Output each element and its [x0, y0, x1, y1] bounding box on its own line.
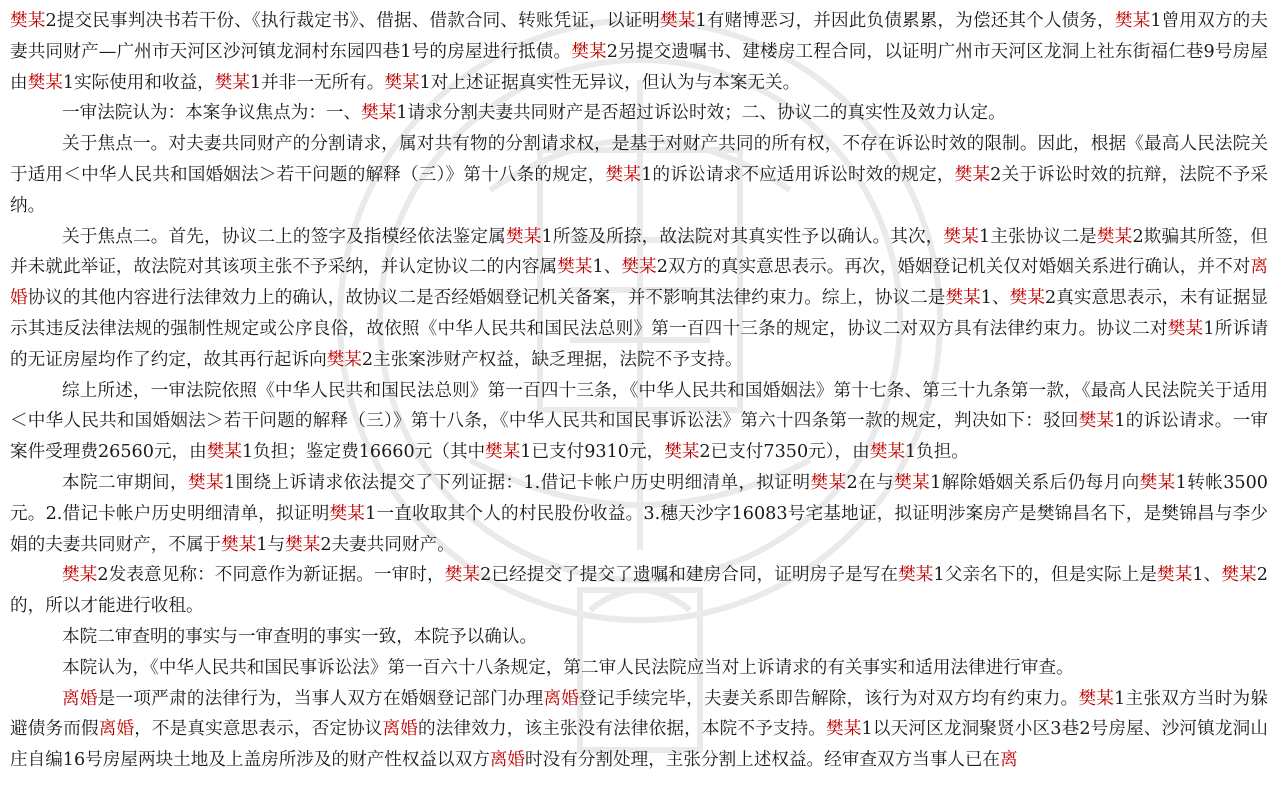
highlighted-term: 樊某	[221, 534, 257, 555]
text-segment: 1已支付9310元，	[520, 442, 665, 463]
text-segment: 1父亲名下的，但是实际上是	[933, 565, 1158, 586]
highlighted-term: 离婚	[98, 719, 135, 740]
document-paragraph	[10, 653, 1268, 684]
text-segment: 2已支付7350元），由	[699, 442, 870, 463]
highlighted-term: 樊某	[557, 257, 593, 278]
document-paragraph	[10, 129, 1268, 221]
text-segment: 1曾用双方的夫妻共同财产—广州市天河区沙河镇龙洞村东园四巷1号的房屋进行抵债。	[10, 11, 1268, 62]
document-paragraph	[10, 560, 1268, 622]
highlighted-term: 离婚	[10, 257, 1268, 309]
highlighted-term: 樊某	[206, 442, 242, 463]
document-paragraph	[10, 468, 1268, 560]
highlighted-term: 樊某	[945, 288, 981, 309]
text-segment: 2在与	[846, 472, 895, 493]
text-segment: 2欺骗其所签，但并未就此举证，故法院对其该项主张不予采纳，并认定协议二的内容属	[10, 226, 1268, 278]
text-segment: 1主张协议二是	[979, 226, 1097, 247]
highlighted-term: 樊某	[954, 164, 991, 185]
document-paragraph	[10, 622, 1268, 653]
text-segment: 2提交民事判决书若干份、《执行裁定书》、借据、借款合同、转账凭证，以证明	[45, 11, 661, 31]
text-segment: 协议的其他内容进行法律效力上的确认，故协议二是否经婚姻登记机关备案，并不影响其法律约束力。综上，协议二是	[27, 288, 946, 309]
highlighted-term: 樊某	[1167, 318, 1204, 339]
highlighted-term: 樊某	[1078, 688, 1115, 709]
text-segment: 1与	[256, 534, 286, 555]
highlighted-term: 樊某	[1096, 226, 1133, 247]
text-segment: 一审法院认为：本案争议焦点为：一、	[62, 103, 362, 124]
text-segment: 的法律效力，该主张没有法律依据，本院不予支持。	[418, 719, 827, 740]
text-segment: 1所诉请的无证房屋均作了约定，故其再行起诉向	[10, 318, 1268, 370]
text-segment: 1一直收取其个人的村民股份收益。3.穗天沙字16083号宅基地证，拟证明涉案房产是樊锦昌名下，是樊锦昌与李少娟的夫妻共同财产，不属于	[10, 503, 1268, 555]
text-segment: 1有赌博恶习，并因此负债累累，为偿还其个人债务，	[695, 11, 1115, 31]
text-segment: 本院二审查明的事实与一审查明的事实一致，本院予以确认。	[62, 626, 538, 647]
highlighted-term: 樊某	[869, 442, 905, 463]
text-segment: 2夫妻共同财产。	[320, 534, 455, 555]
text-segment: 1的诉讼请求。一审案件受理费26560元，由	[10, 411, 1268, 463]
text-segment: 1以天河区龙洞聚贤小区3巷2号房屋、沙河镇龙洞山庄自编16号房屋两块土地及上盖房所涉及的财产性权益以双方	[10, 719, 1268, 771]
text-segment: 2的，所以才能进行收租。	[10, 565, 1268, 617]
text-segment: 1围绕上诉请求依法提交了下列证据：1.借记卡帐户历史明细清单，拟证明	[223, 472, 811, 493]
highlighted-term: 樊某	[660, 11, 696, 31]
document-paragraph	[10, 222, 1268, 376]
highlighted-term: 樊某	[1157, 565, 1193, 586]
text-segment: 本院认为，《中华人民共和国民事诉讼法》第一百六十八条规定，第二审人民法院应当对上诉请求的有关事实和适用法律进行审查。	[62, 657, 1074, 678]
highlighted-term: 樊某	[664, 442, 700, 463]
highlighted-term: 樊某	[329, 503, 366, 524]
highlighted-term: 樊某	[605, 164, 642, 185]
highlighted-term: 樊某	[10, 11, 46, 31]
document-paragraph	[10, 376, 1268, 468]
text-segment: 1对上述证据真实性无异议，但认为与本案无关。	[419, 72, 801, 93]
text-segment: 1所签及所捺，故法院对其真实性予以确认。其次，	[541, 226, 944, 247]
text-segment: 1、	[1192, 565, 1222, 586]
text-segment: 1请求分割夫妻共同财产是否超过诉讼时效；二、协议二的真实性及效力认定。	[396, 103, 1006, 124]
document-paragraph	[10, 98, 1268, 129]
highlighted-term: 樊某	[571, 41, 607, 62]
text-segment: 1的诉讼请求不应适用诉讼时效的规定，	[641, 164, 955, 185]
text-segment: 2已经提交了提交了遗嘱和建房合同，证明房子是写在	[480, 565, 899, 586]
highlighted-term: 樊某	[384, 72, 420, 93]
highlighted-term: 离婚	[489, 750, 526, 771]
text-segment: 1、	[592, 257, 622, 278]
highlighted-term: 樊某	[943, 226, 980, 247]
highlighted-term: 樊某	[1139, 472, 1176, 493]
highlighted-term: 樊某	[505, 226, 542, 247]
text-segment: 登记手续完毕，夫妻关系即告解除，该行为对双方均有约束力。	[579, 688, 1079, 709]
highlighted-term: 樊某	[326, 349, 362, 370]
highlighted-term: 樊某	[1221, 565, 1257, 586]
highlighted-term: 樊某	[361, 103, 397, 124]
highlighted-term: 离婚	[382, 719, 419, 740]
text-segment: 时没有分割处理，主张分割上述权益。经审查双方当事人已在	[525, 750, 1001, 771]
highlighted-term: 樊某	[826, 719, 862, 740]
text-segment: 2主张案涉财产权益，缺乏理据，法院不予支持。	[361, 349, 743, 370]
highlighted-term: 樊某	[1078, 411, 1115, 432]
highlighted-term: 樊某	[810, 472, 847, 493]
highlighted-term: 樊某	[485, 442, 521, 463]
highlighted-term: 离	[1000, 750, 1018, 771]
text-segment: 1解除婚姻关系后仍每月向	[930, 472, 1140, 493]
text-segment: 1并非一无所有。	[249, 72, 385, 93]
highlighted-term: 樊某	[62, 565, 98, 586]
text-segment: 1负担。	[904, 442, 969, 463]
highlighted-term: 离婚	[62, 688, 98, 709]
highlighted-term: 樊某	[285, 534, 321, 555]
highlighted-term: 樊某	[1114, 11, 1151, 31]
text-segment: 关于焦点二。首先，协议二上的签字及指模经依法鉴定属	[62, 226, 506, 247]
highlighted-term: 樊某	[187, 472, 224, 493]
text-segment: 2双方的真实意思表示。再次，婚姻登记机关仅对婚姻关系进行确认，并不对	[656, 257, 1251, 278]
text-segment: 1实际使用和收益，	[62, 72, 215, 93]
document-paragraph	[10, 6, 1268, 98]
highlighted-term: 樊某	[898, 565, 934, 586]
highlighted-term: 离婚	[543, 688, 580, 709]
text-segment: 综上所述，一审法院依照《中华人民共和国民法总则》第一百四十三条，《中华人民共和国婚姻法》第十七条、第三十九条第一款，《最高人民法院关于适用＜中华人民共和国婚姻法＞若干问题的解释（三）》第十八条，《中华人民共和国民事诉讼法》第六十四条第一款的规定，判决如下：驳回	[10, 380, 1268, 432]
text-segment: 是一项严肃的法律行为，当事人双方在婚姻登记部门办理	[97, 688, 544, 709]
text-segment: 2关于诉讼时效的抗辩，法院不予采纳。	[10, 164, 1268, 216]
highlighted-term: 樊某	[444, 565, 481, 586]
highlighted-term: 樊某	[1009, 288, 1045, 309]
text-segment: 2真实意思表示，未有证据显示其违反法律法规的强制性规定或公序良俗，故依照《中华人民共和国民法总则》第一百四十三条的规定，协议二对双方具有法律约束力。协议二对	[10, 288, 1268, 339]
highlighted-term: 樊某	[214, 72, 250, 93]
text-segment: 本院二审期间，	[62, 472, 188, 493]
text-segment: 1主张双方当时为躲避债务而假	[10, 688, 1268, 740]
text-segment: ，不是真实意思表示，否定协议	[134, 719, 383, 740]
text-segment: 2发表意见称：不同意作为新证据。一审时，	[97, 565, 445, 586]
text-segment: 2另提交遗嘱书、建楼房工程合同，以证明广州市天河区龙洞上社东街福仁巷9号房屋由	[10, 41, 1268, 93]
text-segment: 1负担；鉴定费16660元（其中	[241, 442, 486, 463]
text-segment: 1转帐3500元。2.借记卡帐户历史明细清单，拟证明	[10, 472, 1268, 524]
highlighted-term: 樊某	[894, 472, 931, 493]
highlighted-term: 樊某	[621, 257, 657, 278]
text-segment: 1、	[980, 288, 1010, 309]
highlighted-term: 樊某	[27, 72, 63, 93]
document-paragraph	[10, 684, 1268, 776]
text-segment: 关于焦点一。对夫妻共同财产的分割请求，属对共有物的分割请求权，是基于对财产共同的所有权，不存在诉讼时效的限制。因此，根据《最高人民法院关于适用＜中华人民共和国婚姻法＞若干问题的解释（三）》第十八条的规定，	[10, 134, 1268, 185]
